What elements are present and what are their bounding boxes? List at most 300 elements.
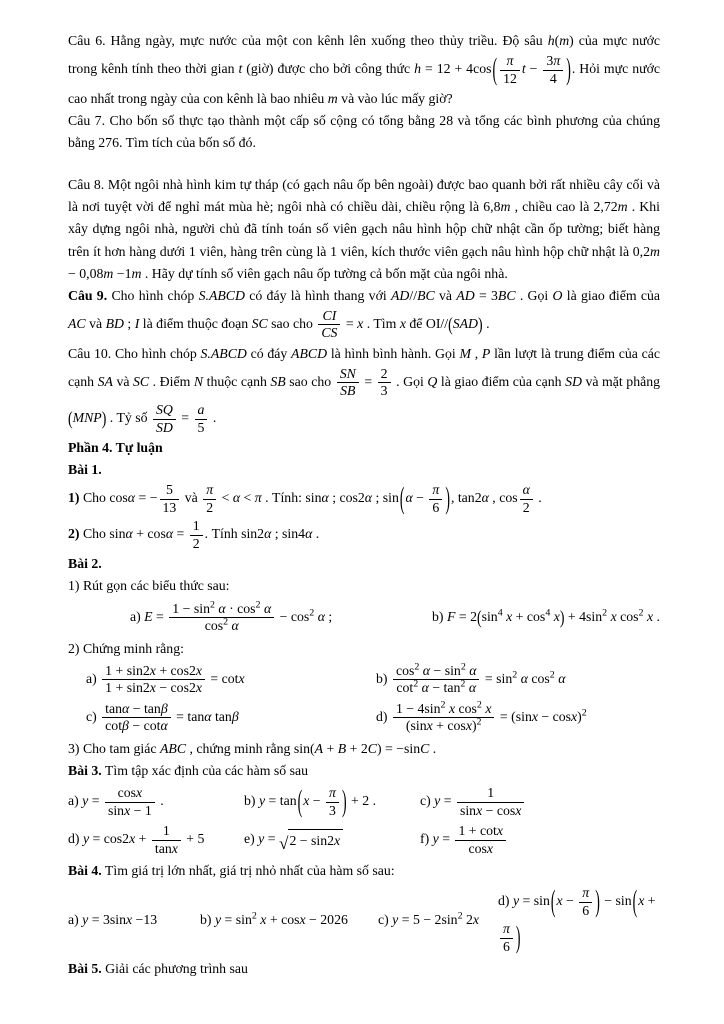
paragraph-phan-4-heading (68, 437, 660, 459)
text-run: = (177, 410, 193, 426)
text-run: Cho cosα = − (79, 490, 158, 506)
math-fraction (105, 785, 155, 819)
math-fraction (160, 482, 180, 516)
bai-3-row-def-expr-d (68, 822, 244, 858)
fraction-denominator: 6 (579, 902, 592, 920)
fraction-numerator (500, 53, 520, 70)
math-variable: α (263, 600, 272, 616)
math-variable: SC (133, 374, 150, 390)
bai-3-row-def-expr-e (244, 828, 420, 851)
math-superscript: 2 (309, 607, 315, 619)
paren-group (498, 53, 565, 86)
math-variable: x (515, 802, 522, 818)
math-variable: π (432, 482, 440, 498)
text-run: c) $y = 5 - 2\sin^2$ 2x (378, 910, 480, 928)
math-variable: x (531, 708, 538, 724)
text-run: + 5 (182, 831, 205, 847)
math-fraction (579, 885, 592, 919)
fraction-denominator: sinx − 1 (105, 802, 155, 820)
text-run: α − (405, 490, 428, 506)
text-run: 2) Chứng minh rằng: (68, 640, 184, 656)
math-variable: π (254, 490, 262, 506)
math-variable: α (305, 526, 313, 542)
text-run: Câu 6. Hằng ngày, mực nước của một con kênh lên xuống theo thủy triều. Độ sâu h(m) của mực nước trong kênh tính theo thời gian t (giờ) được cho bởi công thức h = 12 + 4cos (68, 33, 660, 77)
fraction-numerator (153, 402, 176, 419)
math-variable: β (231, 708, 239, 724)
math-variable: S.ABCD (198, 287, 245, 303)
math-variable: ABCD (291, 345, 328, 361)
paragraph-cau-8 (68, 174, 660, 284)
math-variable: I (134, 315, 140, 331)
math-variable: x (506, 609, 513, 625)
fraction-denominator: 5 (195, 419, 208, 437)
paragraph-bai-1-heading (68, 459, 660, 481)
big-paren: ) (515, 920, 521, 955)
text-run: a) (86, 670, 101, 686)
fraction-numerator: 3π (546, 53, 561, 69)
fraction-numerator: 5 (165, 482, 173, 498)
math-variable: α (317, 608, 325, 624)
math-variable: x (136, 784, 143, 800)
math-fraction (393, 701, 495, 735)
fraction-denominator: 13 (160, 499, 180, 517)
math-variable: x (238, 670, 245, 686)
math-variable: β (160, 700, 168, 716)
text-run: b) y = tan (244, 793, 297, 809)
bai-2-2-row-cd-expr-c (86, 700, 376, 736)
math-variable: α (264, 526, 272, 542)
fraction-denominator: sinx − cosx (457, 802, 524, 820)
math-variable: x (571, 708, 578, 724)
text-run: a) y = 3sinx −13 (68, 912, 158, 928)
bai-2-2-row-ab-expr-a (86, 662, 376, 698)
bold-label: Bài 5. (68, 961, 102, 977)
bold-label: Bài 2. (68, 556, 102, 572)
math-variable: x (124, 802, 131, 818)
math-variable: A (314, 740, 324, 756)
text-run: c) (86, 708, 101, 724)
math-sqrt (279, 829, 343, 852)
fraction-numerator: 1 (192, 518, 200, 534)
fraction-numerator: tanα − tanβ (105, 700, 168, 716)
bai-2-2-row-ab-expr-b (376, 662, 660, 698)
math-variable: m (131, 265, 142, 281)
math-variable: α (421, 680, 429, 696)
text-run: x − (556, 893, 578, 909)
math-variable: α (520, 670, 528, 686)
fraction-numerator: 1 + sin2x + cos2x (105, 662, 202, 678)
fraction-denominator: 6 (429, 499, 442, 517)
paren-group (73, 410, 102, 425)
math-variable: C (420, 740, 430, 756)
equation-row-bai-3-row-def (68, 822, 660, 858)
math-variable: x (171, 840, 178, 856)
math-variable: m (559, 33, 570, 48)
math-variable: α (321, 490, 329, 506)
paragraph-bai-3-heading (68, 760, 660, 782)
paragraph-bai-1-cau-1 (68, 481, 660, 517)
text-run: , tan2α , cos (450, 490, 518, 506)
math-variable: x (260, 912, 267, 928)
big-paren: ) (341, 783, 347, 818)
bold-label: Câu 9. (68, 287, 112, 303)
math-variable: π (206, 482, 214, 498)
fraction-numerator (579, 885, 592, 902)
text-run: = (360, 374, 376, 390)
math-variable: α (204, 708, 212, 724)
math-variable: N (193, 374, 204, 390)
text-run: − sin (600, 893, 632, 909)
big-paren: ( (550, 884, 556, 918)
text-run: Tìm tập xác định của các hàm số sau (101, 762, 308, 778)
math-superscript: 2 (413, 678, 419, 690)
math-variable: BC (497, 287, 516, 303)
math-variable: α (422, 662, 431, 678)
text-run: a) E = (130, 608, 168, 624)
math-fraction (378, 366, 391, 400)
math-variable: S.ABCD (200, 345, 247, 361)
text-run: t − (521, 61, 542, 77)
text-run: a) y = (68, 793, 103, 809)
math-variable: π (503, 921, 510, 937)
bold-label: Bài 1. (68, 462, 102, 478)
text-run: . Tỷ số (106, 410, 151, 426)
math-fraction (500, 53, 520, 87)
equation-row-bai-2-1-row-ab (68, 600, 660, 636)
math-variable: α (160, 718, 168, 734)
big-paren: ( (399, 481, 405, 515)
math-superscript: 4 (545, 607, 551, 619)
math-superscript: 2 (414, 661, 420, 673)
paragraph-bai-2-heading (68, 553, 660, 575)
math-variable: CS (321, 325, 338, 341)
fraction-denominator: 1 + sin2x − cos2x (102, 679, 205, 697)
text-run (453, 316, 478, 331)
math-variable: BD (105, 315, 124, 331)
bai-4-row-abcd-expr-d (498, 884, 660, 956)
paren-group (556, 885, 594, 918)
math-fraction (102, 663, 205, 697)
math-variable: x (638, 893, 645, 909)
math-fraction (455, 823, 506, 857)
equation-row-bai-4-row-abcd (68, 884, 660, 956)
fraction-denominator: tanx (152, 840, 181, 858)
math-variable: y (82, 912, 89, 928)
math-variable: α (364, 490, 373, 506)
math-variable: SA (97, 374, 113, 390)
fraction-denominator: 3 (378, 382, 391, 400)
math-variable: m (617, 199, 628, 215)
text-run: x − (303, 793, 325, 809)
big-paren: ( (492, 52, 498, 86)
equation-row-bai-3-row-abc (68, 784, 660, 820)
math-variable: π (553, 53, 561, 69)
math-variable: x (303, 793, 310, 809)
fraction-numerator (318, 308, 340, 325)
paragraph-bai-5-heading (68, 958, 660, 980)
math-superscript: 2 (460, 678, 466, 690)
paragraph-cau-10 (68, 343, 660, 437)
math-fraction (457, 785, 524, 819)
fraction-denominator: $(\sin x + \cos x)^2$ (393, 717, 495, 735)
text-run: b) F = 2 (432, 609, 477, 625)
math-fraction (326, 785, 339, 819)
math-variable: y (392, 912, 399, 928)
text-run: = x . Tìm x để OI// (342, 315, 449, 331)
math-variable: y (82, 831, 90, 847)
fraction-numerator: 1 + cotx (458, 823, 504, 839)
text-run: 1) Rút gọn các biểu thức sau: (68, 578, 230, 594)
bai-4-row-abcd-expr-c (378, 909, 498, 931)
text-run: x + (638, 893, 656, 909)
math-variable: x (496, 823, 504, 839)
math-variable: π (506, 53, 514, 69)
math-fraction (203, 482, 216, 516)
bold-label: Phần 4. Tự luận (68, 440, 163, 456)
math-variable: x (399, 315, 406, 331)
bai-2-2-row-cd-expr-d (376, 700, 660, 736)
math-variable: ABC (159, 740, 187, 756)
math-variable: x (149, 680, 156, 696)
math-variable: x (553, 609, 560, 625)
text-run: b) (376, 670, 391, 686)
fraction-numerator (429, 482, 442, 499)
fraction-numerator: 1 (487, 784, 495, 800)
math-variable: x (125, 912, 133, 928)
fraction-numerator: $1 - \sin^2 \alpha \cdot \cos^2 \alpha$ (172, 598, 272, 616)
math-variable: SB (270, 374, 286, 390)
math-variable: h (414, 61, 422, 77)
math-superscript: 2 (460, 661, 466, 673)
fraction-denominator: 2 (520, 499, 533, 517)
fraction-denominator: $\cot^2 \alpha - \tan^2 \alpha$ (393, 679, 480, 697)
math-variable: x (426, 718, 433, 734)
math-variable: α (468, 680, 477, 696)
math-variable: x (299, 912, 306, 928)
math-fraction (190, 518, 203, 552)
fraction-denominator: 12 (500, 70, 520, 88)
paragraph-bai-1-cau-2 (68, 517, 660, 553)
math-variable: α (232, 490, 241, 506)
paragraph-spacer (68, 154, 660, 174)
bold-label: 2) (68, 526, 80, 542)
paren-group (482, 609, 560, 624)
text-run: . Gọi Q là giao điểm của cạnh SD và mặt phẳng (392, 374, 661, 390)
paragraph-cau-7 (68, 110, 660, 154)
math-fraction (520, 482, 533, 516)
text-run: . Tính sin2α ; sin4α . (204, 526, 320, 542)
math-variable: BC (417, 287, 435, 303)
math-variable: x (476, 802, 483, 818)
bold-label: Bài 4. (68, 863, 102, 879)
bai-2-1-row-ab-expr-a (130, 600, 332, 636)
math-variable: SC (251, 315, 268, 331)
math-superscript: 2 (440, 699, 446, 711)
math-variable: SD (155, 419, 173, 435)
math-variable: α (231, 618, 239, 634)
math-variable: O (552, 287, 563, 303)
math-variable: F (446, 609, 456, 625)
math-variable: M (459, 345, 471, 361)
math-variable: m (103, 265, 114, 281)
text-run: Câu 7. Cho bốn số thực tạo thành một cấp số cộng có tổng bằng 28 và tổng các bình phương của chúng bằng 276. Tìm tích của bốn số đó. (68, 113, 660, 151)
math-superscript: 2 (251, 910, 257, 922)
medium-paren: ) (101, 408, 107, 429)
math-fraction (169, 598, 274, 635)
fraction-numerator: $\cos^2 \alpha - \sin^2 \alpha$ (395, 661, 477, 678)
math-variable: x (465, 718, 472, 734)
fraction-denominator: 6 (500, 938, 513, 956)
math-variable: y (258, 793, 266, 809)
math-variable: P (481, 345, 491, 361)
fraction-denominator: 3 (326, 802, 339, 820)
paragraph-cau-6 (68, 30, 660, 110)
math-variable: β (122, 718, 129, 734)
text-run: b) $y = \sin^2 x + \cos x - 2026$ (200, 910, 348, 928)
bold-label: Bài 3. (68, 762, 102, 778)
math-variable: m (500, 199, 511, 215)
paragraph-cau-9 (68, 285, 660, 343)
fraction-denominator (153, 419, 176, 437)
math-variable: m (650, 243, 660, 259)
fraction-denominator: $\cos^2 \alpha$ (169, 617, 274, 635)
radicand (288, 829, 343, 852)
text-run: . (209, 410, 217, 426)
math-variable: α (165, 526, 174, 542)
math-variable: α (405, 490, 413, 506)
math-fraction (153, 402, 176, 436)
bai-3-row-abc-expr-b (244, 784, 420, 820)
fraction-numerator (520, 482, 533, 499)
math-variable: t (521, 61, 526, 77)
bai-4-row-abcd-expr-b (200, 909, 378, 931)
paragraph-bai-4-heading (68, 860, 660, 882)
fraction-denominator: cosx (455, 840, 506, 858)
math-variable: x (486, 840, 493, 856)
fraction-numerator: 2 (380, 365, 388, 381)
math-variable: y (512, 893, 520, 909)
fraction-numerator (203, 482, 216, 499)
text-run: . Hỏi mực nước cao nhất trong ngày của con kênh là bao nhiêu m và vào lúc mấy giờ? (68, 61, 660, 107)
text-run: + 2 . (347, 793, 377, 809)
math-superscript: 2 (457, 910, 463, 922)
fraction-denominator (318, 324, 340, 342)
math-variable: α (558, 670, 566, 686)
math-variable: y (432, 831, 439, 847)
text-run: c) y = (420, 793, 455, 809)
fraction-denominator: 4 (543, 70, 563, 88)
math-variable: x (195, 662, 202, 678)
math-variable: AC (68, 315, 86, 331)
text-run: Câu 8. Một ngôi nhà hình kim tự tháp (có gạch nâu ốp bên ngoài) được bao quanh bởi rất nhiều cây cối và là nơi tuyệt vời để nghỉ mát mùa hè; ngôi nhà có chiều dài, chiều rộng là 6,8m , chiều cao là 2,72m . Khi xây dựng ngôi nhà, người chủ đã tính toán số viên gạch nâu hình hộp chữ nhật cần ốp tường; biết hàng trên ít hơn hàng dưới 1 viên, hàng trên cùng là 1 viên, kích thước viên gạch nâu hình hộp chữ nhật là 0,2m − 0,08m −1m . Hãy dự tính số viên gạch nâu ốp tường cả bốn mặt của ngôi nhà. (68, 177, 660, 281)
text-run: d) y = cos2x + (68, 831, 150, 847)
math-variable: x (334, 832, 341, 848)
text-run: . (156, 793, 164, 809)
math-superscript: 2 (255, 598, 261, 610)
math-variable: SD (565, 374, 582, 390)
paren-group (303, 784, 341, 818)
math-variable: C (367, 740, 377, 756)
paren-group (453, 316, 478, 331)
math-variable: α (122, 700, 130, 716)
math-variable: E (144, 608, 153, 624)
fraction-numerator (195, 402, 208, 419)
text-run: Câu 10. Cho hình chóp S.ABCD có đáy ABCD là hình bình hành. Gọi M , P lần lượt là trung điểm của các cạnh SA và SC . Điểm N thuộc cạnh SB sao cho (68, 345, 660, 390)
math-superscript: 2 (512, 669, 518, 681)
fraction-denominator (337, 382, 359, 400)
math-variable: SAD (452, 315, 479, 331)
text-run: f) y = (420, 831, 454, 847)
bai-2-1-row-ab-expr-b (432, 606, 660, 629)
math-variable: x (448, 700, 456, 716)
paragraph-bai-2-cau-2 (68, 638, 660, 660)
paragraph-bai-2-cau-1 (68, 575, 660, 597)
math-variable: x (149, 662, 156, 678)
text-run: = cotx (206, 670, 245, 686)
big-paren: ) (595, 884, 600, 918)
math-variable: α (469, 662, 477, 678)
math-variable: y (82, 793, 89, 809)
math-variable: y (258, 831, 265, 847)
fraction-numerator (500, 921, 513, 938)
math-variable: AD (390, 287, 410, 303)
text-run: + $4\sin^2$ x $\cos^2 x$ . (564, 607, 660, 625)
text-run: 2 − sin2x (289, 832, 341, 848)
text-run: Tìm giá trị lớn nhất, giá trị nhỏ nhất của hàm số sau: (101, 863, 395, 879)
math-fraction (318, 308, 340, 342)
big-paren: ) (445, 481, 450, 515)
paragraph-bai-2-cau-3 (68, 738, 660, 760)
medium-paren: ( (448, 313, 453, 335)
math-variable: x (129, 831, 136, 847)
equation-row-bai-2-2-row-ab (68, 662, 660, 698)
math-fraction (102, 701, 171, 735)
math-variable: Q (427, 374, 438, 390)
math-superscript: 2 (476, 699, 482, 711)
math-variable: α (127, 490, 136, 506)
math-variable: x (357, 315, 364, 331)
math-variable: CI (322, 307, 337, 323)
math-superscript: 2 (549, 669, 555, 681)
math-fraction (337, 366, 359, 400)
big-paren: ) (566, 52, 571, 86)
math-fraction (152, 823, 181, 857)
math-variable: m (327, 91, 338, 107)
fraction-numerator: cosx (117, 784, 143, 800)
math-variable: MNP (72, 410, 102, 426)
math-variable: a (197, 401, 205, 417)
math-variable: y (214, 912, 222, 928)
text-run: d) (376, 708, 391, 724)
math-superscript: 4 (497, 607, 503, 619)
text-run (73, 410, 102, 425)
math-variable: α (481, 490, 489, 506)
text-run: = $\sin^2 \alpha$ $\cos^2 \alpha$ (481, 669, 566, 686)
math-fraction (393, 663, 480, 697)
text-run: − $\cos^2 \alpha$ ; (276, 607, 333, 624)
math-variable: x (556, 893, 563, 909)
bai-3-row-abc-expr-a (68, 784, 244, 820)
math-superscript: 2 (602, 607, 608, 619)
math-variable: SQ (155, 401, 173, 417)
math-variable: x (646, 609, 654, 625)
math-variable: B (337, 740, 347, 756)
math-fraction (543, 53, 563, 87)
text-run: = $(\sin x - \cos x)^2$ (496, 707, 587, 724)
radical-sign-icon: √ (278, 833, 289, 853)
math-variable: x (610, 609, 617, 625)
medium-paren: ( (476, 607, 482, 628)
